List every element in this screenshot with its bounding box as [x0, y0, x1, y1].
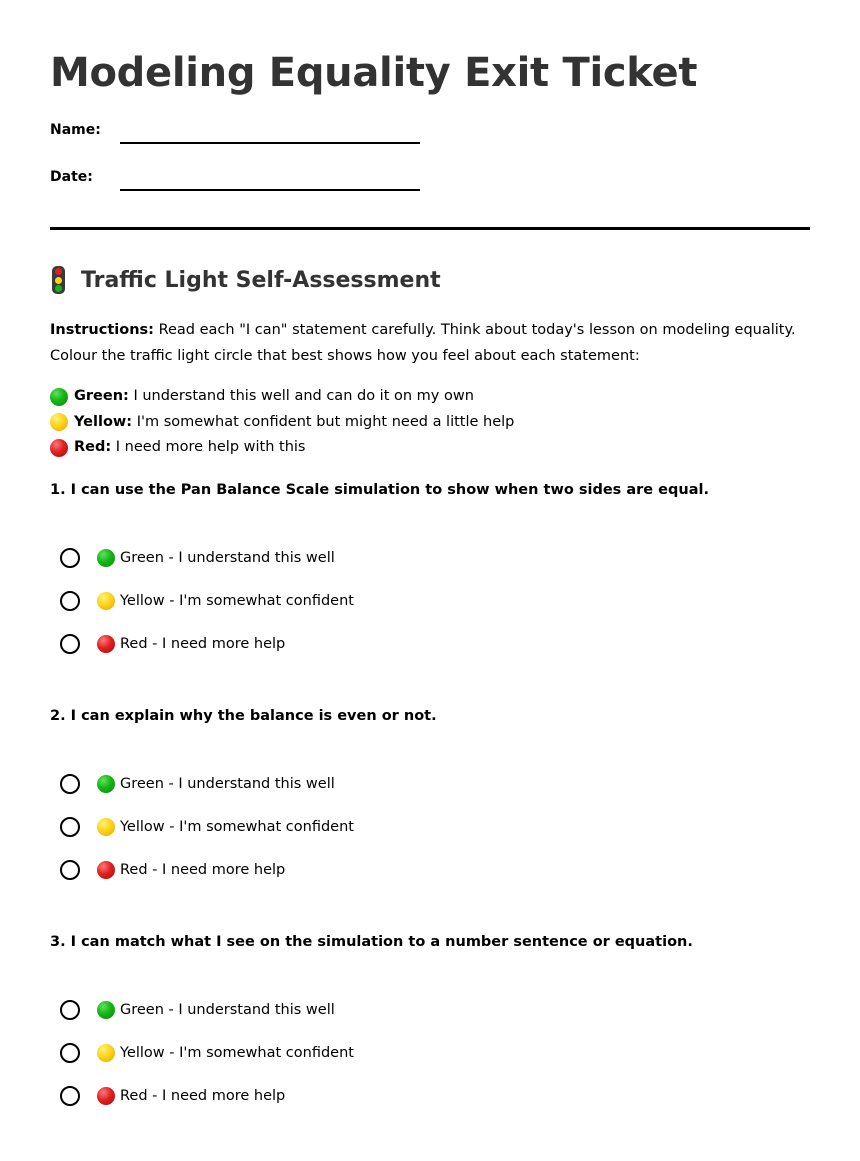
question-3: [50, 934, 810, 1104]
question-1-option-yellow[interactable]: [60, 591, 354, 611]
option-label: Yellow - I'm somewhat confident: [120, 593, 354, 609]
instructions-text: Read each "I can" statement carefully. Think about today's lesson on modeling equality. Colour the traffic light circle that best shows how you feel about each statement:: [50, 322, 796, 364]
question-2-option-red[interactable]: [60, 860, 285, 880]
yellow-circle-icon: [50, 413, 68, 431]
radio-button[interactable]: [60, 634, 80, 654]
green-circle-icon: [97, 549, 115, 567]
legend: [50, 384, 514, 461]
yellow-circle-icon: [97, 1044, 115, 1062]
red-circle-icon: [97, 1087, 115, 1105]
option-label: Yellow - I'm somewhat confident: [120, 1045, 354, 1061]
option-label: Red - I need more help: [120, 1088, 286, 1104]
date-label: Date:: [50, 169, 93, 185]
green-circle-icon: [97, 775, 115, 793]
question-1-option-red[interactable]: [60, 634, 285, 654]
question-text: 2. I can explain why the balance is even or not.: [50, 708, 437, 724]
option-label: Green - I understand this well: [120, 1002, 335, 1018]
section-heading: [50, 266, 441, 294]
legend-text: I need more help with this: [115, 439, 306, 455]
page-title: Modeling Equality Exit Ticket: [50, 50, 698, 96]
radio-button[interactable]: [60, 860, 80, 880]
date-field-row: [50, 169, 450, 199]
legend-item-yellow: [50, 410, 514, 436]
legend-text: I'm somewhat confident but might need a little help: [136, 413, 515, 430]
red-circle-icon: [97, 861, 115, 879]
legend-label: Green:: [74, 388, 129, 404]
traffic-light-icon: [52, 266, 65, 294]
legend-item-red: [50, 435, 514, 461]
date-line-field[interactable]: [120, 189, 420, 191]
question-2-option-yellow[interactable]: [60, 817, 354, 837]
option-label: Green - I understand this well: [120, 776, 335, 792]
option-label: Yellow - I'm somewhat confident: [120, 819, 354, 835]
radio-button[interactable]: [60, 548, 80, 568]
question-3-option-red[interactable]: [60, 1086, 285, 1106]
question-1-option-green[interactable]: [60, 548, 335, 568]
name-label: Name:: [50, 122, 101, 138]
name-field-row: [50, 122, 450, 152]
header-divider: [50, 227, 810, 230]
option-label: Red - I need more help: [120, 636, 286, 652]
red-circle-icon: [50, 439, 68, 457]
green-circle-icon: [97, 1001, 115, 1019]
name-line-field[interactable]: [120, 142, 420, 144]
legend-text: I understand this well and can do it on my own: [133, 388, 474, 404]
option-label: Red - I need more help: [120, 862, 286, 878]
yellow-circle-icon: [97, 592, 115, 610]
question-2: [50, 708, 810, 878]
legend-item-green: [50, 384, 514, 410]
instructions-lead: Instructions:: [50, 322, 154, 338]
radio-button[interactable]: [60, 817, 80, 837]
legend-label: Red:: [74, 439, 112, 455]
legend-label: Yellow:: [74, 413, 133, 430]
section-title: Traffic Light Self-Assessment: [81, 267, 441, 293]
question-text: 1. I can use the Pan Balance Scale simulation to show when two sides are equal.: [50, 482, 709, 498]
green-circle-icon: [50, 388, 68, 406]
radio-button[interactable]: [60, 1000, 80, 1020]
question-3-option-yellow[interactable]: [60, 1043, 354, 1063]
yellow-circle-icon: [97, 818, 115, 836]
question-text: 3. I can match what I see on the simulation to a number sentence or equation.: [50, 934, 693, 950]
question-2-option-green[interactable]: [60, 774, 335, 794]
radio-button[interactable]: [60, 774, 80, 794]
question-1: [50, 482, 810, 652]
radio-button[interactable]: [60, 591, 80, 611]
radio-button[interactable]: [60, 1043, 80, 1063]
red-circle-icon: [97, 635, 115, 653]
radio-button[interactable]: [60, 1086, 80, 1106]
instructions: [50, 317, 810, 369]
option-label: Green - I understand this well: [120, 550, 335, 566]
question-3-option-green[interactable]: [60, 1000, 335, 1020]
